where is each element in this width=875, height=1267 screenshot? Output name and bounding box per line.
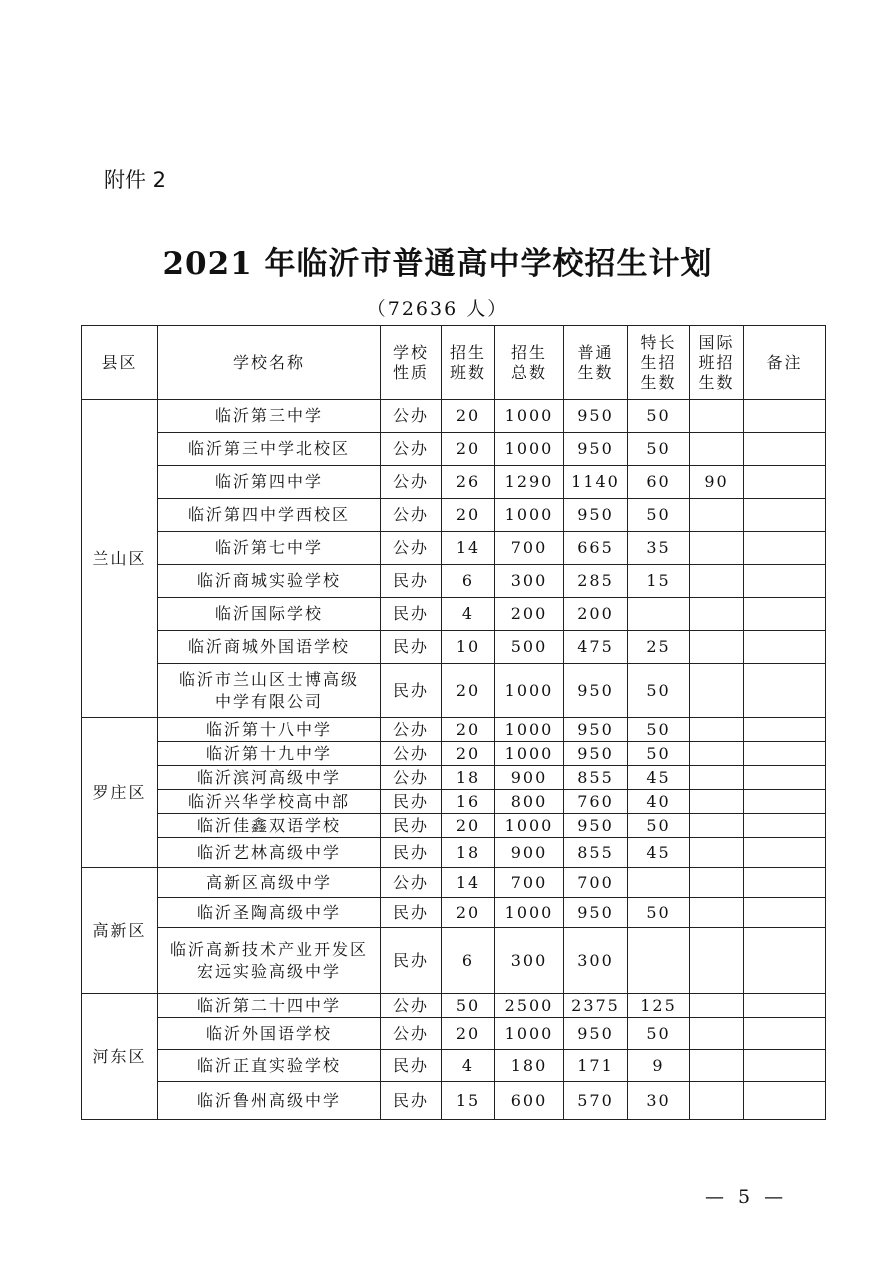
note-cell: [744, 766, 826, 790]
table-row: [82, 565, 826, 598]
intl-cell: [690, 790, 744, 814]
special-cell: 50: [628, 499, 690, 532]
classes-cell: 6: [442, 928, 495, 994]
intl-cell: [690, 814, 744, 838]
county-cell: 河东区: [82, 994, 158, 1120]
school-name-cell: 临沂艺林高级中学: [158, 838, 381, 868]
table-row: [82, 814, 826, 838]
school-name-cell: 临沂第二十四中学: [158, 994, 381, 1018]
note-cell: [744, 838, 826, 868]
table-row: [82, 433, 826, 466]
special-cell: [628, 868, 690, 898]
table-row: [82, 1018, 826, 1050]
school-name-cell: 临沂佳鑫双语学校: [158, 814, 381, 838]
total-cell: 600: [495, 1082, 564, 1120]
document-title: 2021 年临沂市普通高中学校招生计划: [162, 246, 713, 282]
note-cell: [744, 898, 826, 928]
note-cell: [744, 565, 826, 598]
table-row: [82, 766, 826, 790]
note-cell: [744, 1018, 826, 1050]
school-name-cell: 临沂正直实验学校: [158, 1050, 381, 1082]
header-note: 备注: [744, 326, 826, 400]
regular-cell: 200: [564, 598, 628, 631]
table-row: [82, 838, 826, 868]
special-cell: 15: [628, 565, 690, 598]
table-row: [82, 790, 826, 814]
total-cell: 200: [495, 598, 564, 631]
total-cell: 1000: [495, 499, 564, 532]
total-cell: 700: [495, 868, 564, 898]
type-cell: 公办: [381, 400, 442, 433]
type-cell: 公办: [381, 718, 442, 742]
table-row: [82, 466, 826, 499]
classes-cell: 20: [442, 742, 495, 766]
header-school-type: 学校 性质: [381, 326, 442, 400]
special-cell: 50: [628, 898, 690, 928]
table-row: [82, 1082, 826, 1120]
intl-cell: [690, 898, 744, 928]
county-cell: 罗庄区: [82, 718, 158, 868]
special-cell: [628, 598, 690, 631]
total-cell: 900: [495, 766, 564, 790]
total-cell: 180: [495, 1050, 564, 1082]
regular-cell: 475: [564, 631, 628, 664]
total-cell: 800: [495, 790, 564, 814]
intl-cell: [690, 1018, 744, 1050]
special-cell: 30: [628, 1082, 690, 1120]
school-name-cell: 临沂第四中学西校区: [158, 499, 381, 532]
special-cell: 45: [628, 766, 690, 790]
table-row: [82, 718, 826, 742]
regular-cell: 760: [564, 790, 628, 814]
type-cell: 公办: [381, 742, 442, 766]
header-county: 县区: [82, 326, 158, 400]
note-cell: [744, 1082, 826, 1120]
school-name-cell: 临沂商城实验学校: [158, 565, 381, 598]
classes-cell: 20: [442, 718, 495, 742]
special-cell: 50: [628, 814, 690, 838]
intl-cell: [690, 433, 744, 466]
special-cell: 50: [628, 718, 690, 742]
type-cell: 民办: [381, 565, 442, 598]
type-cell: 公办: [381, 499, 442, 532]
intl-cell: [690, 598, 744, 631]
type-cell: 民办: [381, 664, 442, 718]
school-name-cell: 临沂高新技术产业开发区 宏远实验高级中学: [158, 928, 381, 994]
type-cell: 民办: [381, 928, 442, 994]
note-cell: [744, 532, 826, 565]
classes-cell: 14: [442, 868, 495, 898]
type-cell: 公办: [381, 994, 442, 1018]
school-name-cell: 临沂第十八中学: [158, 718, 381, 742]
table-row: [82, 664, 826, 718]
intl-cell: [690, 664, 744, 718]
classes-cell: 20: [442, 1018, 495, 1050]
table-row: [82, 400, 826, 433]
header-regular: 普通 生数: [564, 326, 628, 400]
type-cell: 民办: [381, 1082, 442, 1120]
county-cell: 高新区: [82, 868, 158, 994]
regular-cell: 570: [564, 1082, 628, 1120]
classes-cell: 20: [442, 400, 495, 433]
note-cell: [744, 598, 826, 631]
school-name-cell: 临沂第七中学: [158, 532, 381, 565]
classes-cell: 14: [442, 532, 495, 565]
regular-cell: 300: [564, 928, 628, 994]
school-name-cell: 高新区高级中学: [158, 868, 381, 898]
regular-cell: 950: [564, 1018, 628, 1050]
type-cell: 公办: [381, 868, 442, 898]
intl-cell: [690, 1050, 744, 1082]
type-cell: 公办: [381, 532, 442, 565]
total-cell: 900: [495, 838, 564, 868]
type-cell: 民办: [381, 790, 442, 814]
special-cell: 9: [628, 1050, 690, 1082]
special-cell: 40: [628, 790, 690, 814]
note-cell: [744, 790, 826, 814]
regular-cell: 700: [564, 868, 628, 898]
note-cell: [744, 814, 826, 838]
document-subtitle: （72636 人）: [366, 298, 509, 320]
table-row: [82, 532, 826, 565]
special-cell: 60: [628, 466, 690, 499]
total-cell: 2500: [495, 994, 564, 1018]
intl-cell: [690, 742, 744, 766]
classes-cell: 50: [442, 994, 495, 1018]
note-cell: [744, 466, 826, 499]
intl-cell: [690, 400, 744, 433]
intl-cell: [690, 928, 744, 994]
intl-cell: [690, 718, 744, 742]
school-name-cell: 临沂圣陶高级中学: [158, 898, 381, 928]
table-row: [82, 898, 826, 928]
school-name-cell: 临沂市兰山区士博高级 中学有限公司: [158, 664, 381, 718]
school-name-cell: 临沂第四中学: [158, 466, 381, 499]
type-cell: 民办: [381, 1050, 442, 1082]
note-cell: [744, 631, 826, 664]
enrollment-plan-table: [81, 325, 826, 1120]
intl-cell: [690, 1082, 744, 1120]
special-cell: 50: [628, 400, 690, 433]
intl-cell: [690, 565, 744, 598]
type-cell: 公办: [381, 466, 442, 499]
school-name-cell: 临沂第三中学北校区: [158, 433, 381, 466]
regular-cell: 950: [564, 400, 628, 433]
total-cell: 1000: [495, 400, 564, 433]
table-row: [82, 598, 826, 631]
note-cell: [744, 664, 826, 718]
type-cell: 公办: [381, 433, 442, 466]
classes-cell: 15: [442, 1082, 495, 1120]
school-name-cell: 临沂第十九中学: [158, 742, 381, 766]
regular-cell: 950: [564, 898, 628, 928]
type-cell: 民办: [381, 814, 442, 838]
intl-cell: [690, 631, 744, 664]
regular-cell: 950: [564, 664, 628, 718]
classes-cell: 10: [442, 631, 495, 664]
regular-cell: 171: [564, 1050, 628, 1082]
classes-cell: 20: [442, 898, 495, 928]
classes-cell: 4: [442, 1050, 495, 1082]
type-cell: 民办: [381, 898, 442, 928]
regular-cell: 1140: [564, 466, 628, 499]
total-cell: 1000: [495, 814, 564, 838]
school-name-cell: 临沂外国语学校: [158, 1018, 381, 1050]
school-name-cell: 临沂鲁州高级中学: [158, 1082, 381, 1120]
note-cell: [744, 718, 826, 742]
note-cell: [744, 868, 826, 898]
table-row: [82, 994, 826, 1018]
total-cell: 700: [495, 532, 564, 565]
classes-cell: 6: [442, 565, 495, 598]
total-cell: 1000: [495, 1018, 564, 1050]
total-cell: 1000: [495, 433, 564, 466]
special-cell: 35: [628, 532, 690, 565]
special-cell: 50: [628, 433, 690, 466]
classes-cell: 20: [442, 664, 495, 718]
regular-cell: 855: [564, 766, 628, 790]
regular-cell: 950: [564, 814, 628, 838]
table-row: [82, 631, 826, 664]
school-name-cell: 临沂第三中学: [158, 400, 381, 433]
table-row: [82, 742, 826, 766]
special-cell: 125: [628, 994, 690, 1018]
total-cell: 1290: [495, 466, 564, 499]
page-number: — 5 —: [705, 1186, 788, 1208]
note-cell: [744, 499, 826, 532]
type-cell: 民办: [381, 838, 442, 868]
classes-cell: 20: [442, 433, 495, 466]
header-special: 特长 生招 生数: [628, 326, 690, 400]
intl-cell: [690, 532, 744, 565]
special-cell: 50: [628, 1018, 690, 1050]
regular-cell: 285: [564, 565, 628, 598]
total-cell: 300: [495, 928, 564, 994]
total-cell: 1000: [495, 742, 564, 766]
table-header-row: [82, 326, 826, 400]
classes-cell: 18: [442, 838, 495, 868]
header-intl: 国际 班招 生数: [690, 326, 744, 400]
regular-cell: 950: [564, 742, 628, 766]
total-cell: 500: [495, 631, 564, 664]
intl-cell: [690, 766, 744, 790]
classes-cell: 20: [442, 499, 495, 532]
regular-cell: 950: [564, 433, 628, 466]
header-total: 招生 总数: [495, 326, 564, 400]
note-cell: [744, 994, 826, 1018]
classes-cell: 4: [442, 598, 495, 631]
special-cell: 50: [628, 742, 690, 766]
attachment-label: 附件 2: [104, 168, 167, 192]
total-cell: 1000: [495, 898, 564, 928]
school-name-cell: 临沂国际学校: [158, 598, 381, 631]
table-row: [82, 1050, 826, 1082]
table-row: [82, 868, 826, 898]
note-cell: [744, 1050, 826, 1082]
regular-cell: 950: [564, 718, 628, 742]
regular-cell: 950: [564, 499, 628, 532]
special-cell: 50: [628, 664, 690, 718]
total-cell: 300: [495, 565, 564, 598]
intl-cell: [690, 838, 744, 868]
intl-cell: [690, 868, 744, 898]
header-school-name: 学校名称: [158, 326, 381, 400]
type-cell: 民办: [381, 598, 442, 631]
table-body: [82, 400, 826, 1120]
header-classes: 招生 班数: [442, 326, 495, 400]
note-cell: [744, 433, 826, 466]
total-cell: 1000: [495, 664, 564, 718]
special-cell: 45: [628, 838, 690, 868]
table-row: [82, 928, 826, 994]
type-cell: 公办: [381, 766, 442, 790]
school-name-cell: 临沂滨河高级中学: [158, 766, 381, 790]
note-cell: [744, 400, 826, 433]
classes-cell: 26: [442, 466, 495, 499]
regular-cell: 665: [564, 532, 628, 565]
county-cell: 兰山区: [82, 400, 158, 718]
intl-cell: [690, 994, 744, 1018]
school-name-cell: 临沂商城外国语学校: [158, 631, 381, 664]
note-cell: [744, 742, 826, 766]
type-cell: 民办: [381, 631, 442, 664]
school-name-cell: 临沂兴华学校高中部: [158, 790, 381, 814]
type-cell: 公办: [381, 1018, 442, 1050]
intl-cell: 90: [690, 466, 744, 499]
classes-cell: 16: [442, 790, 495, 814]
regular-cell: 855: [564, 838, 628, 868]
table-row: [82, 499, 826, 532]
total-cell: 1000: [495, 718, 564, 742]
intl-cell: [690, 499, 744, 532]
special-cell: 25: [628, 631, 690, 664]
special-cell: [628, 928, 690, 994]
classes-cell: 20: [442, 814, 495, 838]
note-cell: [744, 928, 826, 994]
classes-cell: 18: [442, 766, 495, 790]
regular-cell: 2375: [564, 994, 628, 1018]
